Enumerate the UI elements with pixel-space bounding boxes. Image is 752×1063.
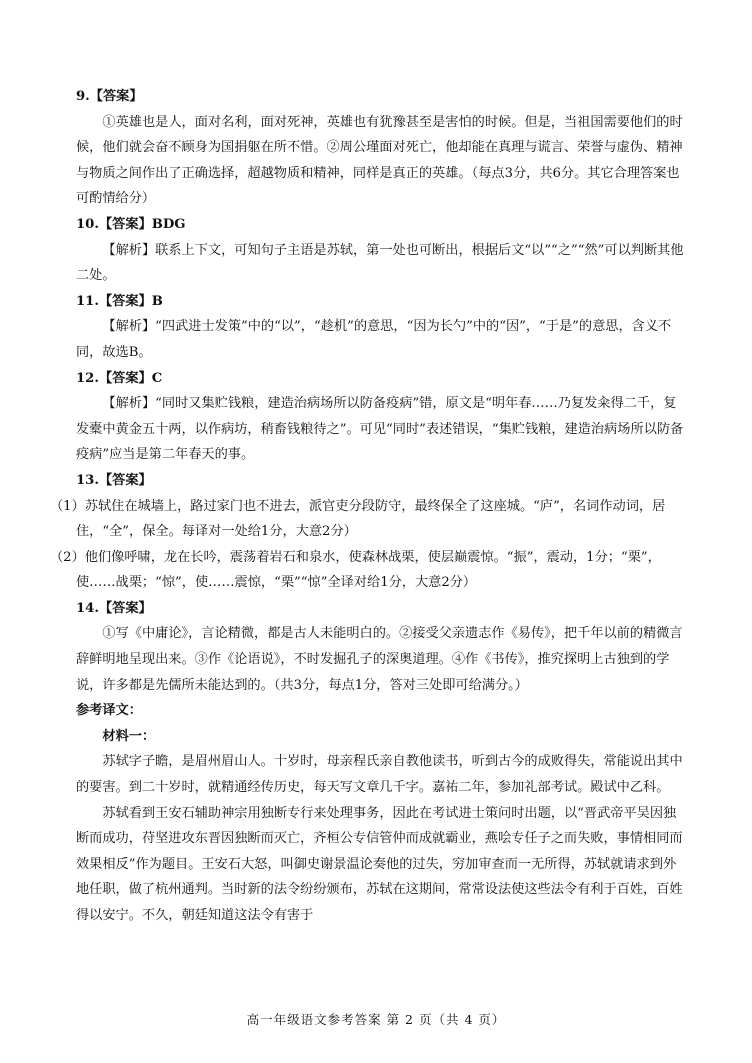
q9-heading: 9.【答案】: [76, 89, 143, 104]
page-footer: 高一年级语文参考答案 第 2 页（共 4 页）: [246, 1012, 506, 1027]
q13-heading: 13.【答案】: [76, 472, 152, 488]
q14-answer: ①写《中庸论》，言论精微，都是古人未能明白的。②接受父亲遗志作《易传》，把千年以前的精微言辞鲜明地呈现出来。③作《论语说》，不时发掘孔子的深奥道理。④作《书传》，推究探明上古独到的学说，许多都是先儒所未能达到的。（共3分，每点1分，答对三处即可给满分。）: [76, 626, 683, 693]
q9-answer: ①英雄也是人，面对名利，面对死神，英雄也有犹豫甚至是害怕的时候。但是，当祖国需要他们的时候，他们就会奋不顾身为国捐躯在所不惜。②周公瑾面对死亡，他却能在真理与谎言、荣誉与虚伪、精神与物质之间作出了正确选择，超越物质和精神，同样是真正的英雄。（每点3分，共6分。其它合理答案也可酌情给分）: [76, 114, 683, 207]
q11-heading: 11.【答案】B: [76, 293, 163, 309]
q13-translation-1: （1）苏轼住在城墙上，路过家门也不进去，派官吏分段防守，最终保全了这座城。“庐”，名词作动词，居住，“全”，保全。每译对一处给1分，大意2分）: [50, 498, 666, 540]
q10-analysis: 【解析】联系上下文，可知句子主语是苏轼，第一处也可断出，根据后文“以”“之”“然”可以判断其他二处。: [76, 242, 684, 284]
answer-content: [50, 84, 688, 929]
q11-analysis: 【解析】“四武进士发策”中的“以”，“趁机”的意思，“因为长勺”中的“因”，“于是”的意思，含义不同，故选B。: [76, 319, 672, 360]
translation-paragraph-1: 苏轼字子瞻，是眉州眉山人。十岁时，母亲程氏亲自教他读书，听到古今的成败得失，常能说出其中的要害。到二十岁时，就精通经传历史，每天写文章几千字。嘉祐二年，参加礼部考试。殿试中乙科。: [76, 754, 683, 796]
q14-heading: 14.【答案】: [76, 600, 152, 616]
reference-translation-title: 参考译文：: [76, 703, 142, 719]
q12-heading: 12.【答案】C: [76, 370, 163, 386]
material-one-label: 材料一：: [102, 728, 156, 744]
q12-analysis: 【解析】“同时又集贮钱粮，建造治病场所以防备疫病”错，原文是“明年春……乃复发籴得二千，复发橐中黄金五十两，以作病坊，稍畜钱粮待之”。可见“同时”表述错误，“集贮钱粮，建造治病场所以防备疫病”应当是第二年春天的事。: [76, 396, 684, 463]
translation-paragraph-2: 苏轼看到王安石辅助神宗用独断专行来处理事务，因此在考试进士策问时出题，以“晋武帝平吴因独断而成功，苻坚进攻东晋因独断而灭亡，齐桓公专信管仲而成就霸业，燕哙专任子之而失败，事情相同而效果相反”作为题目。王安石大怒，叫御史谢景温论奏他的过失，穷加审查而一无所得，苏轼就请求到外地任职，做了杭州通判。当时新的法令纷纷颁布，苏轼在这期间，常常设法使这些法令有利于百姓，百姓得以安宁。不久，朝廷知道这法令有害于: [76, 805, 683, 923]
q10-heading: 10.【答案】BDG: [76, 216, 186, 232]
q13-translation-2: （2）他们像呼啸，龙在长吟，震荡着岩石和泉水，使森林战栗，使层巅震惊。“振”，震动，1分；“栗”，使……战栗；“惊”，使……震惊，“栗”“惊”全译对给1分，大意2分）: [50, 549, 661, 591]
